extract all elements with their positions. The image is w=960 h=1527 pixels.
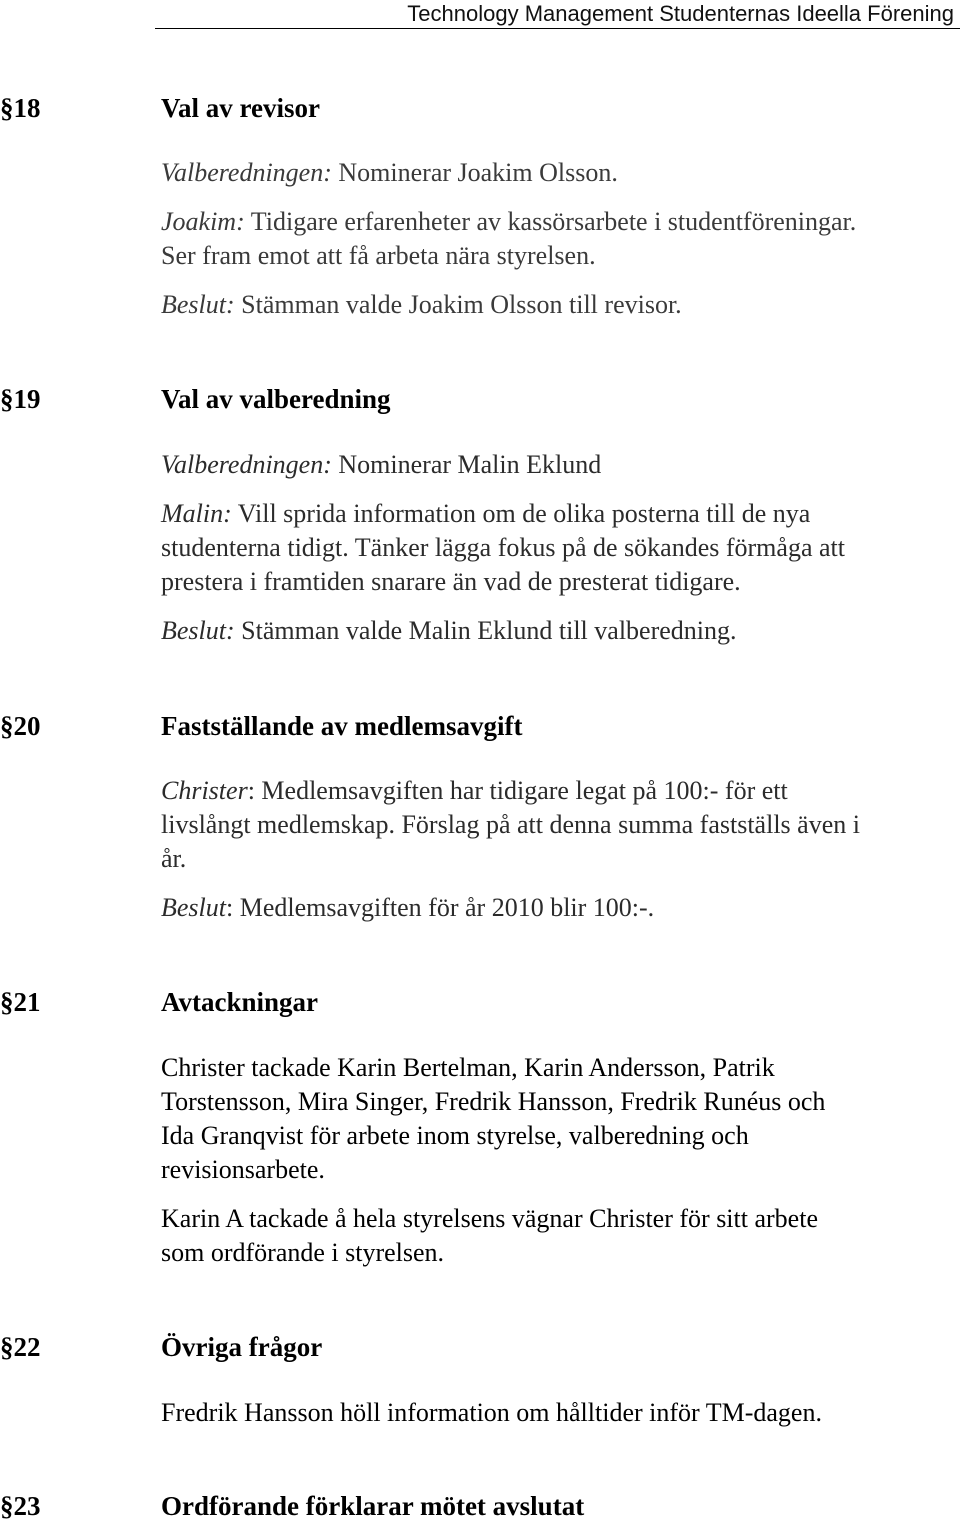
paragraph-text: år.	[161, 844, 187, 873]
speaker-label: Christer	[161, 776, 248, 805]
speaker-label: Beslut:	[161, 290, 235, 319]
paragraph	[161, 497, 845, 599]
paragraph-text: Ida Granqvist för arbete inom styrelse, valberedning och	[161, 1121, 749, 1150]
speaker-label: Beslut:	[161, 616, 235, 645]
paragraph-text: livslångt medlemskap. Förslag på att denna summa fastställs även i	[161, 810, 860, 839]
paragraph-text: : Medlemsavgiften för år 2010 blir 100:-.	[226, 893, 655, 922]
paragraph-text: Vill sprida information om de olika posterna till de nya	[231, 499, 811, 528]
paragraph-text: Stämman valde Joakim Olsson till revisor.	[234, 290, 682, 319]
paragraph-text: Tidigare erfarenheter av kassörsarbete i studentföreningar.	[244, 207, 857, 236]
paragraph-text: Fredrik Hansson höll information om hålltider inför TM-dagen.	[161, 1398, 822, 1427]
speaker-label: Valberedningen:	[161, 450, 332, 479]
section-number: §19	[0, 384, 41, 414]
section-number: §18	[0, 93, 41, 123]
paragraph-text: Stämman valde Malin Eklund till valberedning.	[234, 616, 737, 645]
paragraph-text: Karin A tackade å hela styrelsens vägnar Christer för sitt arbete	[161, 1204, 818, 1233]
section-title: Val av valberedning	[161, 384, 391, 414]
paragraph	[161, 1051, 825, 1187]
paragraph-text: Nominerar Joakim Olsson.	[331, 158, 618, 187]
paragraph-text: som ordförande i styrelsen.	[161, 1238, 445, 1267]
paragraph-text: prestera i framtiden snarare än vad de presterat tidigare.	[161, 567, 741, 596]
section-title: Ordförande förklarar mötet avslutat	[161, 1491, 585, 1521]
paragraph	[161, 774, 860, 876]
section-title: Val av revisor	[161, 93, 320, 123]
section-title: Fastställande av medlemsavgift	[161, 711, 523, 741]
speaker-label: Valberedningen:	[161, 158, 332, 187]
section-number: §23	[0, 1491, 41, 1521]
section-number: §21	[0, 987, 41, 1017]
paragraph-text: revisionsarbete.	[161, 1155, 325, 1184]
paragraph-text: Nominerar Malin Eklund	[331, 450, 602, 479]
paragraph	[161, 448, 601, 482]
paragraph-text: Torstensson, Mira Singer, Fredrik Hansson, Fredrik Runéus och	[161, 1087, 826, 1116]
document-header: Technology Management Studenternas Ideella Förening	[407, 1, 954, 26]
speaker-label: Malin:	[161, 499, 232, 528]
paragraph	[161, 288, 682, 322]
speaker-label: Joakim:	[161, 207, 245, 236]
paragraph-text: Ser fram emot att få arbeta nära styrelsen.	[161, 241, 596, 270]
paragraph	[161, 614, 737, 648]
paragraph-text: Christer tackade Karin Bertelman, Karin Andersson, Patrik	[161, 1053, 775, 1082]
section-title: Övriga frågor	[161, 1332, 323, 1362]
section-number: §20	[0, 711, 41, 741]
speaker-label: Beslut	[161, 893, 226, 922]
paragraph-text: : Medlemsavgiften har tidigare legat på 100:- för ett	[247, 776, 788, 805]
paragraph	[161, 1396, 822, 1430]
paragraph-text: studenterna tidigt. Tänker lägga fokus på de sökandes förmåga att	[161, 533, 845, 562]
paragraph	[161, 1202, 818, 1270]
section-number: §22	[0, 1332, 41, 1362]
header-divider	[155, 28, 960, 29]
paragraph	[161, 205, 856, 273]
paragraph	[161, 891, 654, 925]
paragraph	[161, 156, 618, 190]
section-title: Avtackningar	[161, 987, 319, 1017]
